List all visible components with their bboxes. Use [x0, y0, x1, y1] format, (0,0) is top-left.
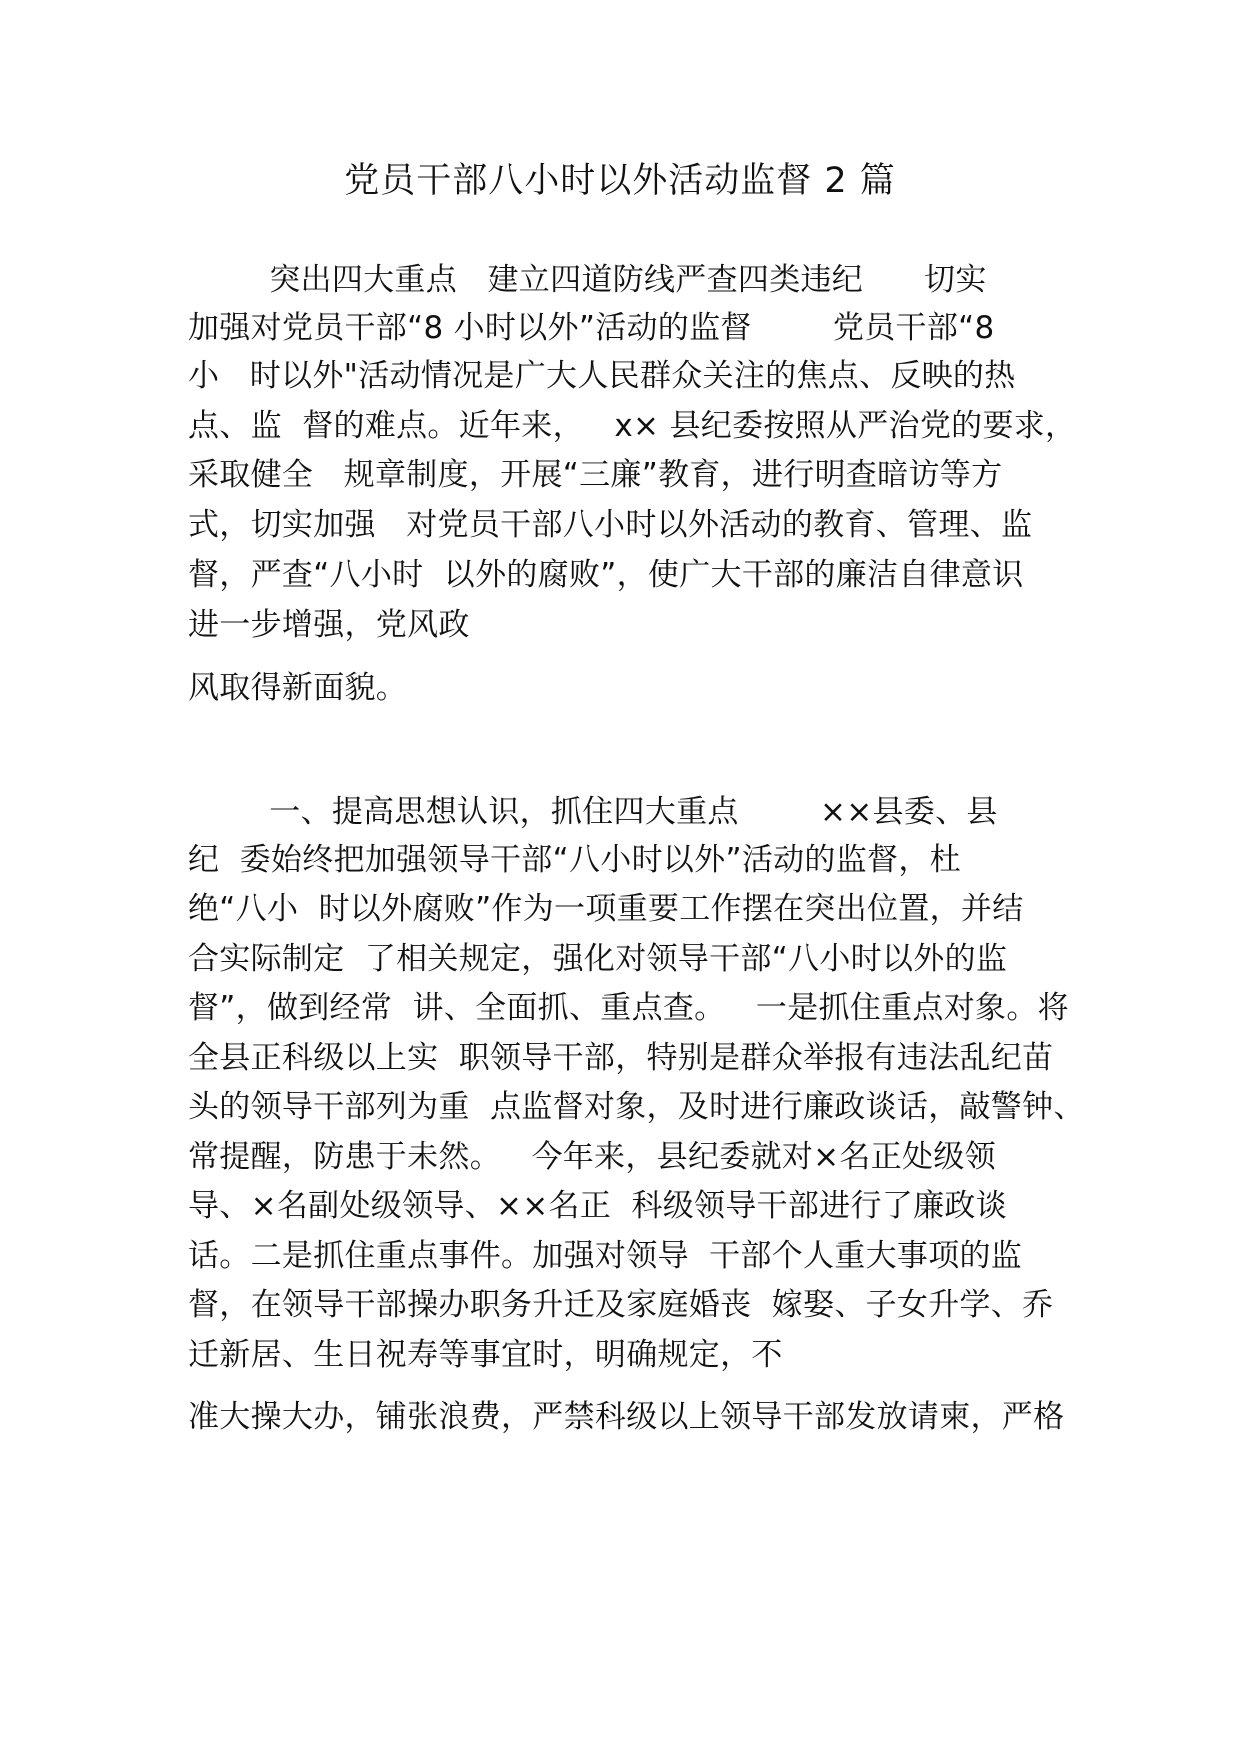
text-line: 式，切实加强 对党员干部八小时以外活动的教育、管理、监 [188, 507, 1033, 543]
text-line: 督，在领导干部操办职务升迁及家庭婚丧 嫁娶、子女升学、乔 [188, 1287, 1054, 1323]
text-line: 督”，做到经常 讲、全面抓、重点查。 一是抓住重点对象。将 [188, 990, 1069, 1026]
text-line: 进一步增强，党风政 [188, 607, 470, 643]
text-line: 风取得新面貌。 [188, 670, 408, 706]
text-line: 点、监 督的难点。近年来， x× 县纪委按照从严治党的要求， [188, 408, 1077, 444]
text-line: 导、×名副处级领导、××名正 科级领导干部进行了廉政谈 [188, 1188, 1008, 1224]
text-line: 督，严查“八小时 以外的腐败”，使广大干部的廉洁自律意识 [188, 557, 1024, 593]
document-title: 党员干部八小时以外活动监督 2 篇 [344, 161, 896, 201]
text-line: 全县正科级以上实 职领导干部，特别是群众举报有违法乱纪苗 [188, 1040, 1054, 1076]
text-line: 纪 委始终把加强领导干部“八小时以外”活动的监督，杜 [188, 842, 961, 878]
text-line: 头的领导干部列为重 点监督对象，及时进行廉政谈话，敲警钟、 [188, 1089, 1085, 1125]
text-line: 突出四大重点 建立四道防线严查四类违纪 切实 [188, 262, 987, 298]
text-line: 准大操大办，铺张浪费，严禁科级以上领导干部发放请柬，严格 [188, 1399, 1065, 1435]
text-line: 采取健全 规章制度，开展“三廉”教育，进行明查暗访等方 [188, 457, 1003, 493]
text-line: 常提醒，防患于未然。 今年来，县纪委就对×名正处级领 [188, 1139, 996, 1175]
text-line: 绝“八小 时以外腐败”作为一项重要工作摆在突出位置，并结 [188, 891, 1024, 927]
text-line: 小 时以外"活动情况是广大人民群众关注的焦点、反映的热 [188, 358, 1016, 394]
text-line: 一、提高思想认识，抓住四大重点 ××县委、县 [188, 794, 998, 830]
text-line: 合实际制定 了相关规定，强化对领导干部“八小时以外的监 [188, 941, 1008, 977]
text-line: 话。二是抓住重点事件。加强对领导 干部个人重大事项的监 [188, 1238, 1023, 1274]
text-line: 加强对党员干部“8 小时以外”活动的监督 党员干部“8 [188, 310, 995, 346]
text-line: 迁新居、生日祝寿等事宜时，明确规定，不 [188, 1337, 783, 1373]
